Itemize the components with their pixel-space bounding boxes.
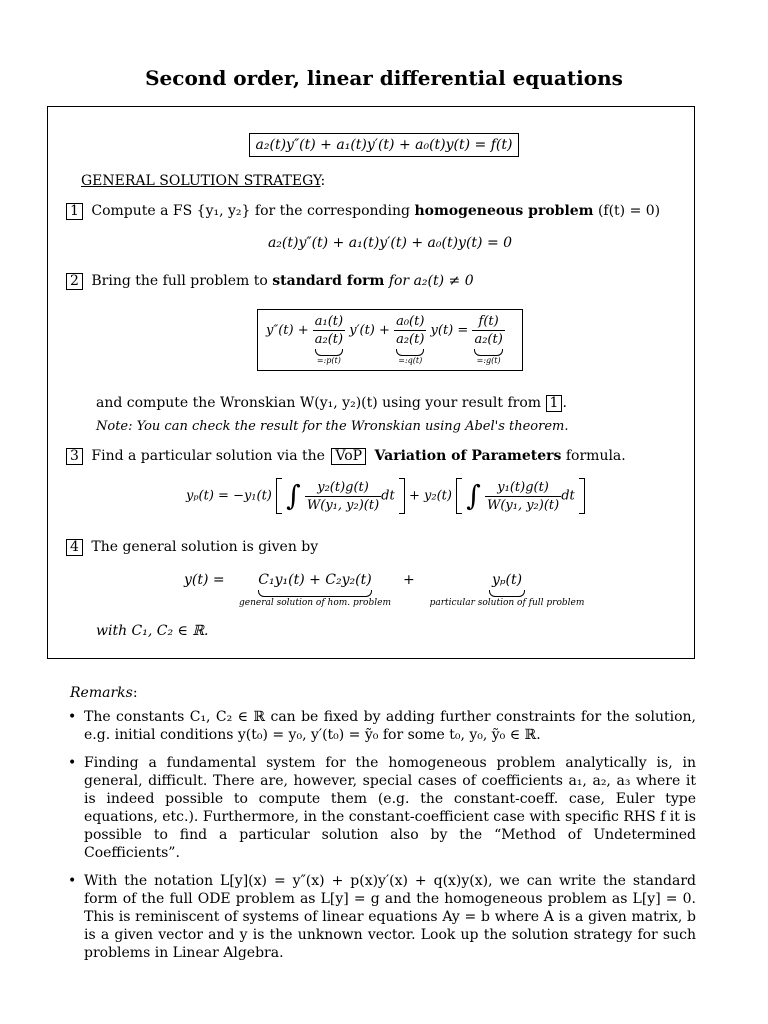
- part-brace: [414, 571, 600, 609]
- right-bracket: [399, 478, 405, 514]
- bullet: •: [68, 755, 77, 771]
- underbrace: [396, 349, 424, 356]
- step-text: The general solution is given by: [91, 539, 319, 555]
- std-mid: y′(t) +: [349, 323, 390, 338]
- step-2: [66, 272, 474, 290]
- integral-sign: ∫: [466, 479, 481, 512]
- p-denominator: a₂(t): [314, 332, 344, 347]
- vop-formula: [186, 478, 585, 514]
- remarks-list: [68, 708, 696, 972]
- underbrace: [474, 349, 502, 356]
- bullet: •: [68, 873, 77, 889]
- step-1: [66, 202, 660, 220]
- standard-form-box: [257, 309, 523, 371]
- g-numerator: f(t): [472, 313, 504, 331]
- vop-plus: + y₂(t): [408, 488, 452, 504]
- constants-line: with C₁, C₂ ∈ ℝ.: [96, 623, 209, 639]
- vop-numerator: y₁(t)g(t): [485, 479, 561, 497]
- q-label: =:q(t): [398, 356, 423, 365]
- g-fraction: [472, 313, 504, 348]
- p-numerator: a₁(t): [314, 314, 344, 329]
- bullet: •: [68, 709, 77, 725]
- g-denominator: a₂(t): [474, 332, 503, 347]
- page-title: Second order, linear differential equations: [145, 66, 623, 90]
- list-item: [68, 754, 696, 862]
- remark-text: With the notation L[y](x) = y″(x) + p(x)y′(x) + q(x)y(x), we can write the standard form of the full ODE problem as L[y] = g and the homogeneous problem as L[y] = 0. This is reminiscent of systems of linear equations Ay = b where A is a given matrix, b is a given vector and y is the unknown vector. Look up the solution strategy for such problems in Linear Algebra.: [84, 873, 696, 961]
- std-lead: y″(t) +: [266, 323, 309, 338]
- remark-text: Finding a fundamental system for the homogeneous problem analytically is, in general, difficult. There are, however, special cases of coefficients a₁, a₂, a₃ where it is indeed possible to compute them (e.g. the constant-coeff. case, Euler type equations, etc.). Furthermore, in the constant-coefficient case with specific RHS f it is possible to find a particular solution also by the “Method of Undetermined Coefficients”.: [84, 755, 696, 861]
- step-text: formula.: [565, 448, 626, 464]
- p-fraction: [313, 313, 345, 348]
- list-item: [68, 708, 696, 744]
- abel-note: Note: You can check the result for the Wronskian using Abel's theorem.: [96, 419, 569, 434]
- vop-dt: dt: [561, 488, 575, 504]
- main-equation: a₂(t)y″(t) + a₁(t)y′(t) + a₀(t)y(t) = f(t): [249, 133, 520, 157]
- homogeneous-equation: a₂(t)y″(t) + a₁(t)y′(t) + a₀(t)y(t) = 0: [267, 235, 513, 251]
- q-brace: [394, 313, 426, 366]
- underbrace: [315, 349, 343, 356]
- hom-brace: [228, 571, 402, 609]
- vop-denominator: W(y₁, y₂)(t): [306, 497, 380, 513]
- step-text: (f(t) = 0): [597, 203, 661, 219]
- general-plus: +: [403, 572, 415, 588]
- hom-label: general solution of hom. problem: [239, 598, 391, 608]
- part-label: particular solution of full problem: [429, 598, 585, 608]
- right-bracket: [579, 478, 585, 514]
- list-item: [68, 872, 696, 962]
- heading-colon: :: [320, 173, 326, 189]
- main-equation-row: [0, 133, 768, 157]
- remarks-heading: Remarks: [70, 685, 133, 701]
- step-number: 4: [66, 539, 83, 556]
- hom-solution: C₁y₁(t) + C₂y₂(t): [258, 572, 372, 588]
- left-bracket: [276, 478, 282, 514]
- particular-solution: yₚ(t): [491, 572, 523, 588]
- wronskian-line: and compute the Wronskian W(y₁, y₂)(t) using your result from 1 .: [96, 395, 567, 411]
- general-lhs: y(t) =: [184, 572, 225, 588]
- step-text: Find a particular solution via the: [91, 448, 325, 464]
- step-text: Bring the full problem to: [91, 273, 268, 289]
- p-brace: [313, 313, 345, 366]
- remarks-heading-row: Remarks:: [70, 685, 138, 701]
- remark-text: The constants C₁, C₂ ∈ ℝ can be fixed by adding further constraints for the solution, e.g. initial conditions y(t₀) = y₀, y′(t₀) = ỹ₀ for some t₀, y₀, ỹ₀ ∈ ℝ.: [84, 709, 696, 743]
- underbrace: [489, 590, 525, 597]
- strategy-heading-row: [81, 172, 325, 190]
- step-bold-term: Variation of Parameters: [374, 448, 562, 464]
- vop-fraction-2: [485, 479, 561, 514]
- step-reference: 1: [546, 395, 563, 412]
- vop-numerator: y₂(t)g(t): [305, 479, 381, 497]
- g-label: =:g(t): [476, 356, 501, 365]
- p-label: =:p(t): [316, 356, 341, 365]
- step-number: 3: [66, 448, 83, 465]
- step-bold-term: standard form: [272, 273, 385, 289]
- step-text: for a₂(t) ≠ 0: [388, 273, 474, 289]
- integral-sign: ∫: [286, 479, 301, 512]
- step-text: Compute a FS {y₁, y₂} for the corresponding: [91, 203, 410, 219]
- step-bold-term: homogeneous problem: [414, 203, 594, 219]
- underbrace: [258, 590, 372, 597]
- vop-denominator: W(y₁, y₂)(t): [486, 497, 560, 513]
- step-4: [66, 538, 318, 556]
- step-number: 1: [66, 203, 83, 220]
- general-solution-formula: [184, 571, 225, 589]
- vop-fraction-1: [305, 479, 381, 514]
- wronskian-text: and compute the Wronskian W(y₁, y₂)(t) using your result from: [96, 395, 542, 411]
- step-3: [66, 447, 626, 465]
- vop-lhs: yₚ(t) = −y₁(t): [186, 488, 272, 504]
- std-mid: y(t) =: [430, 323, 469, 338]
- q-denominator: a₂(t): [396, 332, 425, 347]
- vop-tag: VoP: [331, 448, 366, 465]
- q-fraction: [394, 313, 426, 348]
- g-brace: [472, 313, 504, 366]
- vop-dt: dt: [381, 488, 395, 504]
- step-number: 2: [66, 273, 83, 290]
- left-bracket: [456, 478, 462, 514]
- q-numerator: a₀(t): [396, 314, 425, 329]
- strategy-heading: GENERAL SOLUTION STRATEGY: [81, 173, 321, 189]
